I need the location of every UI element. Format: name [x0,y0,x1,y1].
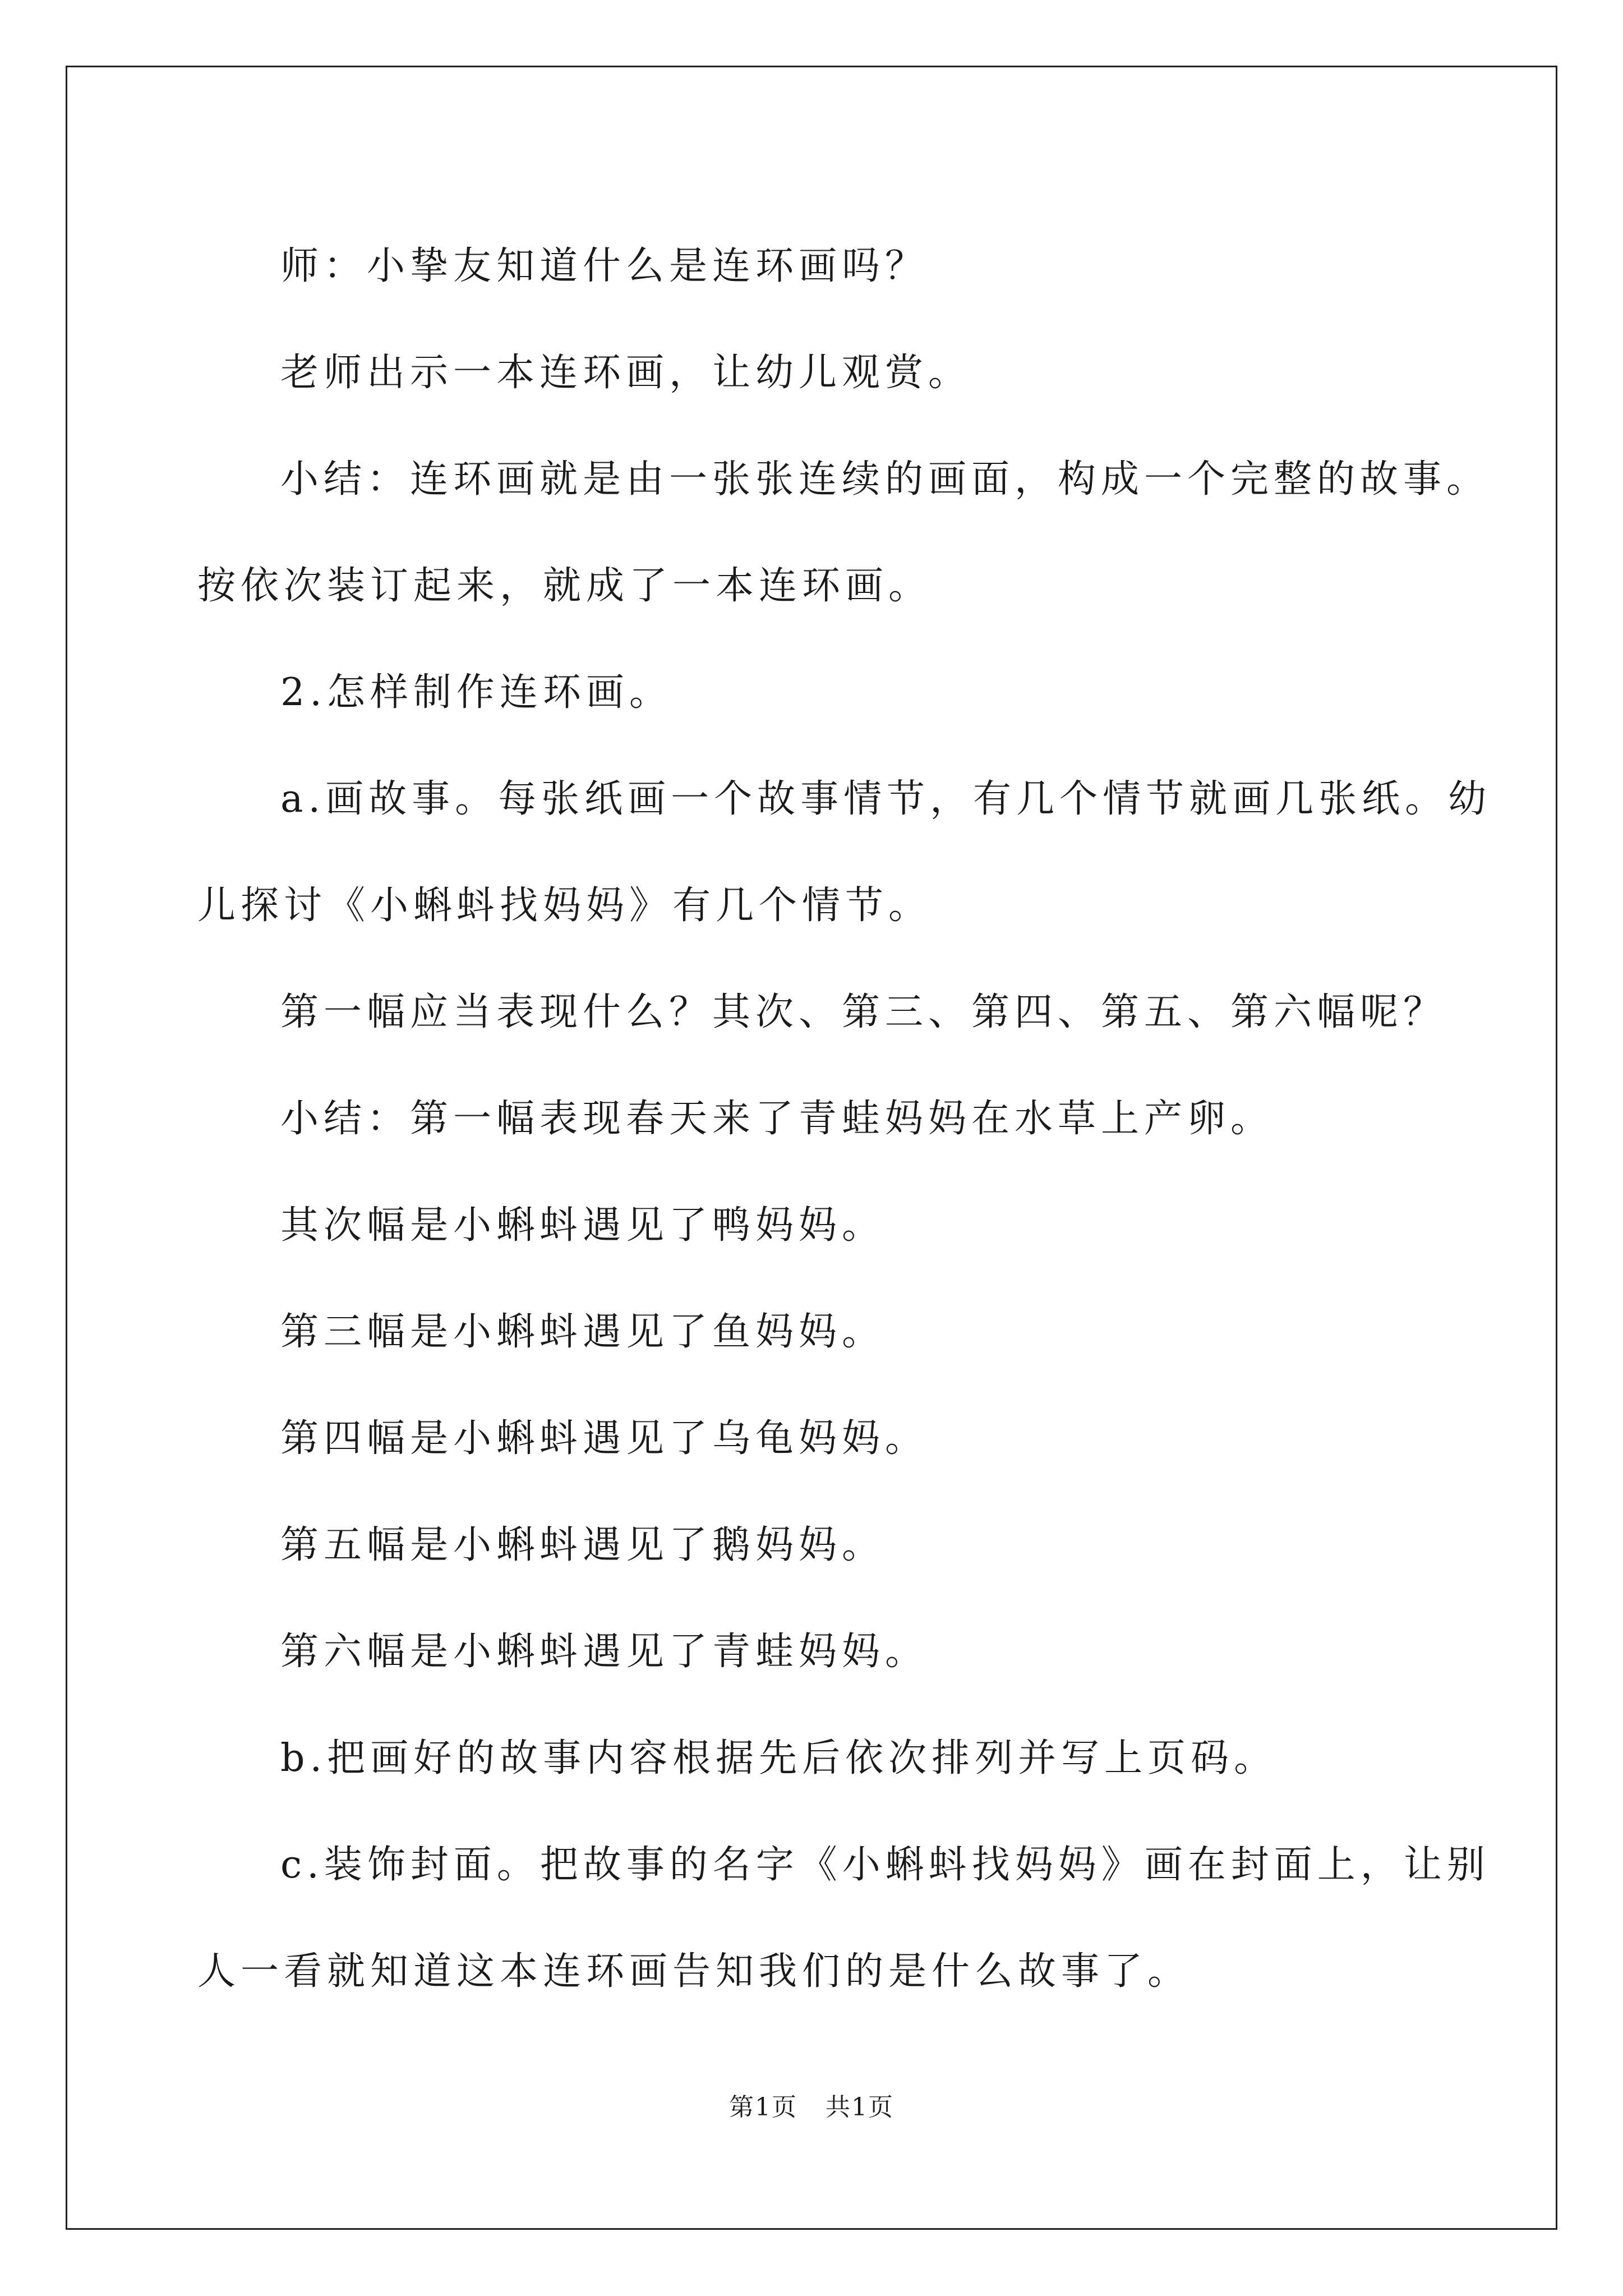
paragraph-line: c.装饰封面。把故事的名字《小蝌蚪找妈妈》画在封面上，让别 [280,1843,1490,1887]
paragraph-line: a.画故事。每张纸画一个故事情节，有几个情节就画几张纸。幼 [280,777,1492,821]
paragraph-line: 老师出示一本连环画，让幼儿观赏。 [280,351,972,395]
total-pages-label: 共1页 [826,2093,894,2122]
paragraph-line: 第三幅是小蝌蚪遇见了鱼妈妈。 [280,1310,886,1354]
paragraph-line: 第五幅是小蝌蚪遇见了鹅妈妈。 [280,1523,886,1567]
page-footer [0,2087,1623,2123]
current-page-label: 第1页 [729,2093,797,2122]
paragraph-line: 2.怎样制作连环画。 [280,670,672,715]
paragraph-line: 第六幅是小蝌蚪遇见了青蛙妈妈。 [280,1630,929,1674]
paragraph-line: 按依次装订起来，就成了一本连环画。 [197,564,932,608]
paragraph-line: 第一幅应当表现什么？其次、第三、第四、第五、第六幅呢？ [280,990,1447,1034]
paragraph-line: 小结：第一幅表现春天来了青蛙妈妈在水草上产卵。 [280,1097,1274,1141]
document-body [197,213,1492,2025]
paragraph-line: 其次幅是小蝌蚪遇见了鸭妈妈。 [280,1203,886,1248]
paragraph-line: b.把画好的故事内容根据先后依次排列并写上页码。 [280,1736,1278,1780]
paragraph-line: 第四幅是小蝌蚪遇见了乌龟妈妈。 [280,1416,929,1461]
paragraph-line: 师：小挚友知道什么是连环画吗？ [280,244,929,288]
paragraph-line: 儿探讨《小蝌蚪找妈妈》有几个情节。 [197,884,932,928]
paragraph-line: 小结：连环画就是由一张张连续的画面，构成一个完整的故事。 [280,457,1490,501]
paragraph-line: 人一看就知道这本连环画告知我们的是什么故事了。 [197,1949,1191,1994]
